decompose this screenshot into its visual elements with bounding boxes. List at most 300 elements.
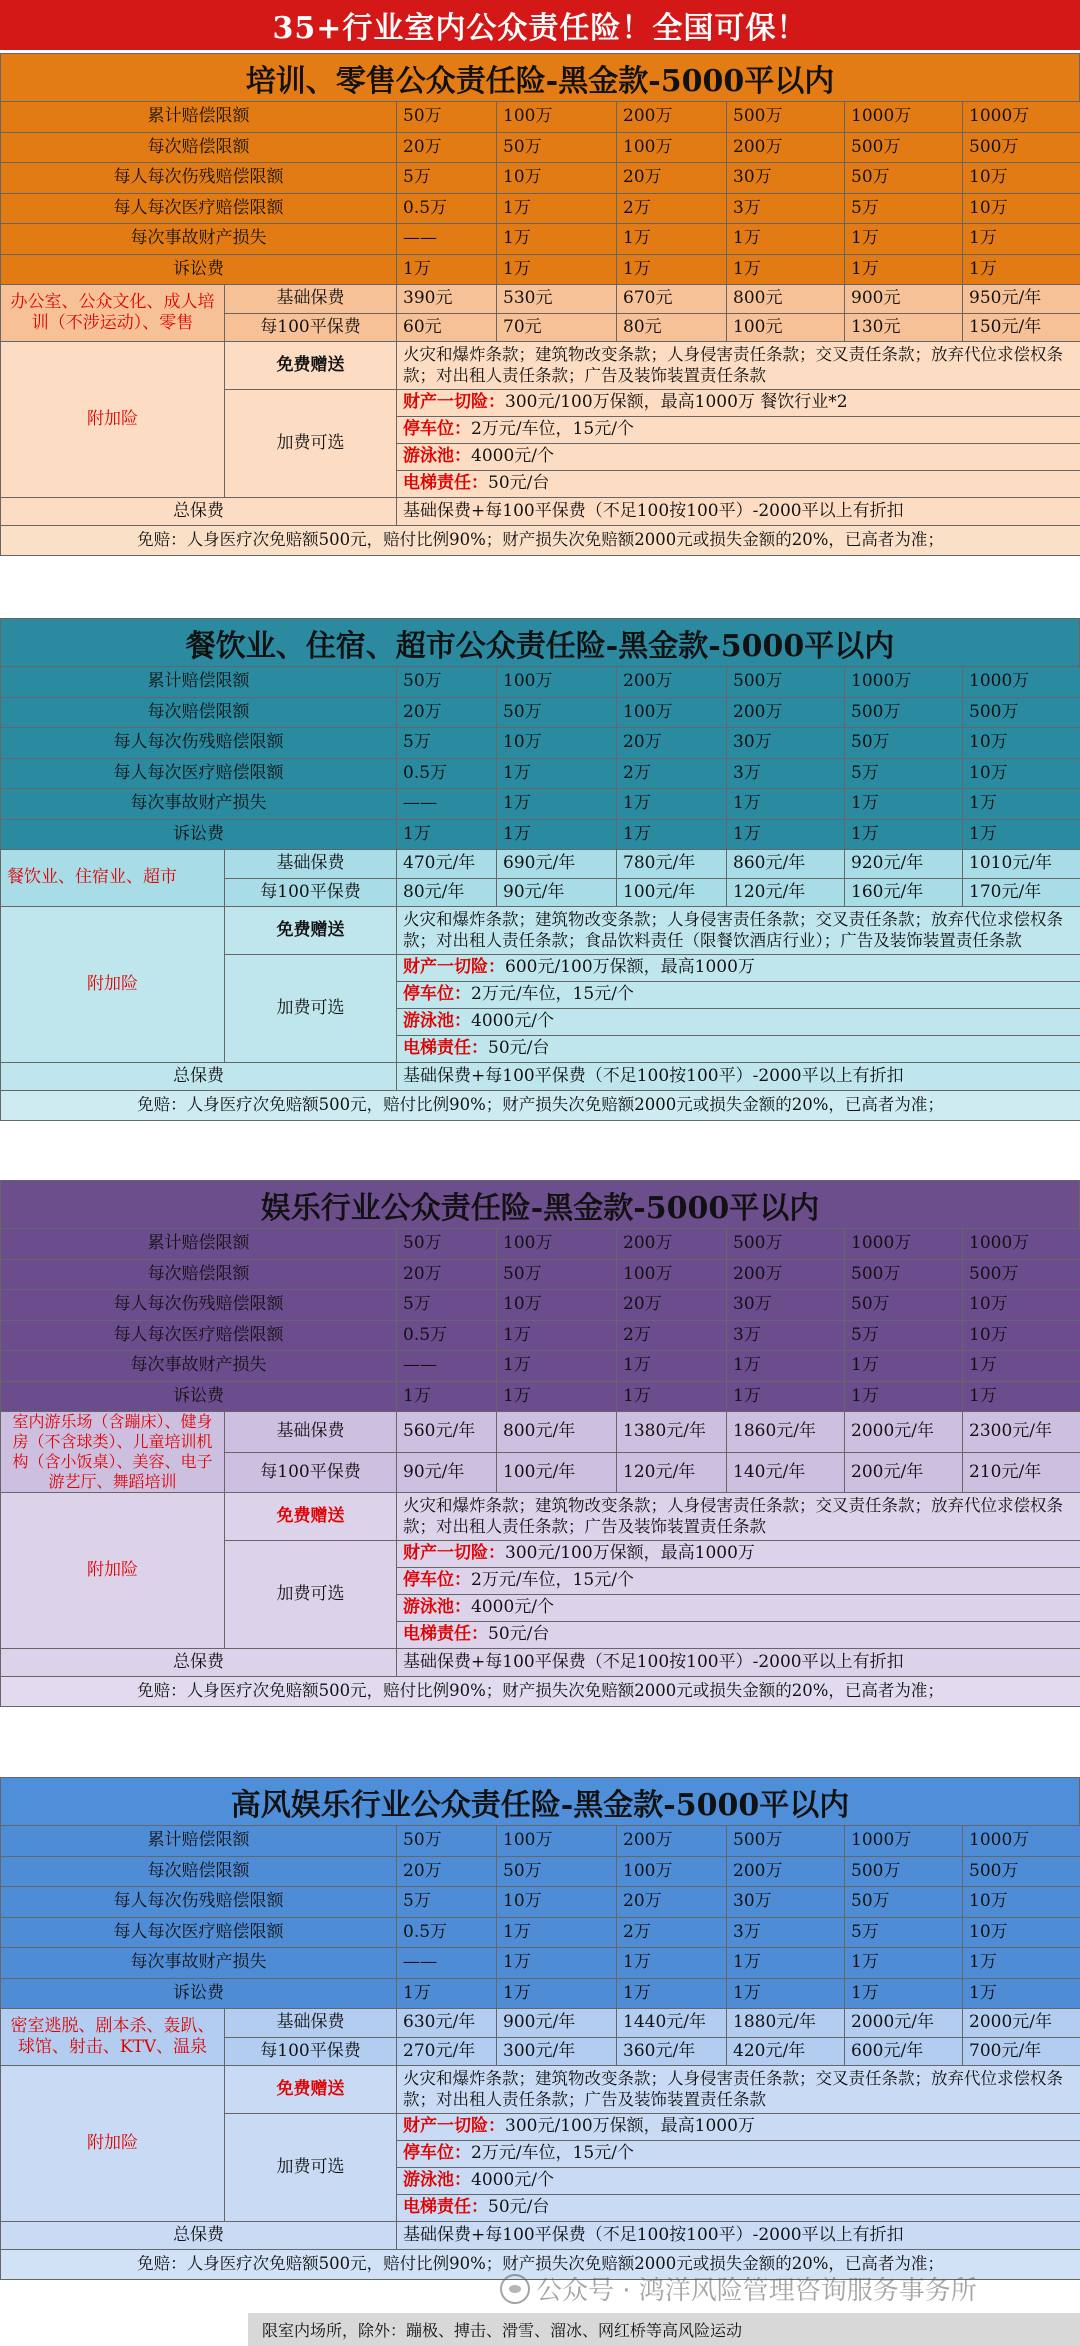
limit-value: 1万 bbox=[617, 254, 727, 285]
per100-premium-label: 每100平保费 bbox=[225, 878, 397, 907]
paid-item-name: 停车位： bbox=[403, 419, 472, 440]
limit-value: 5万 bbox=[845, 193, 963, 224]
base-premium-value: 560元/年 bbox=[397, 1412, 497, 1453]
addon-label: 附加险 bbox=[1, 1493, 225, 1649]
per100-premium-value: 160元/年 bbox=[845, 878, 963, 907]
deductible-note: 免赔：人身医疗次免赔额500元，赔付比例90%；财产损失次免赔额2000元或损失金额的20%，已高者为准； bbox=[1, 2250, 1080, 2280]
limit-value: 5万 bbox=[397, 728, 497, 759]
limit-label: 诉讼费 bbox=[1, 819, 397, 850]
limit-value: 100万 bbox=[497, 1826, 617, 1857]
limit-value: 1万 bbox=[963, 789, 1080, 820]
limit-value: 1000万 bbox=[963, 102, 1080, 133]
limit-label: 每人每次医疗赔偿限额 bbox=[1, 193, 397, 224]
per100-premium-value: 270元/年 bbox=[397, 2037, 497, 2066]
free-addon-row bbox=[1, 1493, 1080, 1541]
limit-label: 每次赔偿限额 bbox=[1, 697, 397, 728]
limit-label: 每次赔偿限额 bbox=[1, 132, 397, 163]
limit-value: 50万 bbox=[845, 1290, 963, 1321]
limit-value: 1万 bbox=[845, 1351, 963, 1382]
total-premium-text: 基础保费+每100平保费（不足100按100平）-2000平以上有折扣 bbox=[397, 1649, 1080, 1677]
limit-value: 200万 bbox=[617, 1229, 727, 1260]
limit-value: 20万 bbox=[617, 1887, 727, 1918]
limit-value: 2万 bbox=[617, 193, 727, 224]
limit-row bbox=[1, 1351, 1080, 1382]
limit-value: 1万 bbox=[497, 758, 617, 789]
base-premium-row bbox=[1, 2009, 1080, 2038]
limit-value: 200万 bbox=[727, 697, 845, 728]
limit-value: 1万 bbox=[497, 1978, 617, 2009]
limit-value: 0.5万 bbox=[397, 1917, 497, 1948]
limit-value: 1万 bbox=[727, 224, 845, 255]
paid-item-name: 财产一切险： bbox=[403, 1543, 506, 1564]
limit-value: 1万 bbox=[963, 819, 1080, 850]
limit-value: 20万 bbox=[397, 1856, 497, 1887]
base-premium-value: 2000元/年 bbox=[845, 2009, 963, 2038]
paid-item-name: 游泳池： bbox=[403, 446, 472, 467]
industry-scope: 密室逃脱、剧本杀、轰趴、球馆、射击、KTV、温泉 bbox=[1, 2009, 225, 2066]
paid-item-name: 游泳池： bbox=[403, 2170, 472, 2191]
paid-item-text: 2万元/车位，15元/个 bbox=[471, 419, 634, 440]
bottom-note: 限室内场所，除外：蹦极、搏击、滑雪、溜冰、网红桥等高风险运动 bbox=[248, 2313, 1080, 2346]
limit-value: 1万 bbox=[727, 1948, 845, 1979]
paid-addon-item bbox=[397, 1595, 1080, 1622]
limit-value: 1万 bbox=[617, 224, 727, 255]
limit-value: 500万 bbox=[845, 1856, 963, 1887]
per100-premium-value: 170元/年 bbox=[963, 878, 1080, 907]
limit-label: 每次事故财产损失 bbox=[1, 789, 397, 820]
watermark-text: 公众号 · 鸿洋风险管理咨询服务事务所 bbox=[536, 2276, 977, 2306]
limit-value: —— bbox=[397, 224, 497, 255]
free-addon-row bbox=[1, 907, 1080, 955]
limit-value: 1万 bbox=[845, 1381, 963, 1412]
limit-value: 1万 bbox=[397, 819, 497, 850]
base-premium-label: 基础保费 bbox=[225, 1412, 397, 1453]
limit-value: 2万 bbox=[617, 758, 727, 789]
free-addon-row bbox=[1, 342, 1080, 390]
limit-value: 500万 bbox=[963, 697, 1080, 728]
limit-value: 500万 bbox=[727, 1229, 845, 1260]
limit-label: 每人每次伤残赔偿限额 bbox=[1, 163, 397, 194]
premium-table bbox=[0, 1228, 1080, 1707]
limit-row bbox=[1, 758, 1080, 789]
limit-label: 每次事故财产损失 bbox=[1, 1948, 397, 1979]
limit-value: 1万 bbox=[963, 224, 1080, 255]
base-premium-value: 1440元/年 bbox=[617, 2009, 727, 2038]
limit-value: 50万 bbox=[397, 1826, 497, 1857]
base-premium-value: 2300元/年 bbox=[963, 1412, 1080, 1453]
limit-value: 200万 bbox=[727, 1856, 845, 1887]
limit-value: 1000万 bbox=[963, 1229, 1080, 1260]
paid-item-name: 财产一切险： bbox=[403, 957, 506, 978]
limit-value: 1万 bbox=[963, 1948, 1080, 1979]
limit-value: 3万 bbox=[727, 1320, 845, 1351]
limit-value: 50万 bbox=[397, 102, 497, 133]
limit-value: 1万 bbox=[497, 1351, 617, 1382]
industry-scope: 室内游乐场（含蹦床）、健身房（不含球类）、儿童培训机构（含小饭桌）、美容、电子游艺厅、舞蹈培训 bbox=[1, 1412, 225, 1493]
free-addon-text: 火灾和爆炸条款；建筑物改变条款；人身侵害责任条款；交叉责任条款；放弃代位求偿权条款；对出租人责任条款；广告及装饰装置责任条款 bbox=[397, 2066, 1080, 2114]
limit-label: 诉讼费 bbox=[1, 254, 397, 285]
limit-value: 1000万 bbox=[845, 1826, 963, 1857]
base-premium-value: 470元/年 bbox=[397, 850, 497, 879]
limit-value: 50万 bbox=[497, 1259, 617, 1290]
base-premium-value: 1010元/年 bbox=[963, 850, 1080, 879]
total-premium-text: 基础保费+每100平保费（不足100按100平）-2000平以上有折扣 bbox=[397, 2222, 1080, 2250]
limit-value: 1万 bbox=[497, 1917, 617, 1948]
free-addon-label: 免费赠送 bbox=[225, 907, 397, 955]
limit-label: 诉讼费 bbox=[1, 1381, 397, 1412]
free-addon-label: 免费赠送 bbox=[225, 1493, 397, 1541]
limit-row bbox=[1, 1320, 1080, 1351]
limit-value: 1000万 bbox=[963, 667, 1080, 698]
limit-value: 50万 bbox=[845, 728, 963, 759]
limit-value: 500万 bbox=[845, 132, 963, 163]
paid-item-name: 电梯责任： bbox=[403, 1038, 489, 1059]
limit-value: 1万 bbox=[497, 1381, 617, 1412]
paid-item-text: 4000元/个 bbox=[471, 2170, 555, 2191]
paid-item-text: 50元/台 bbox=[488, 1624, 550, 1645]
limit-value: 200万 bbox=[617, 102, 727, 133]
limit-value: 500万 bbox=[727, 102, 845, 133]
base-premium-value: 920元/年 bbox=[845, 850, 963, 879]
deductible-row bbox=[1, 1091, 1080, 1121]
per100-premium-value: 200元/年 bbox=[845, 1452, 963, 1493]
paid-item-text: 4000元/个 bbox=[471, 1011, 555, 1032]
limit-value: 1000万 bbox=[845, 667, 963, 698]
deductible-note: 免赔：人身医疗次免赔额500元，赔付比例90%；财产损失次免赔额2000元或损失金额的20%，已高者为准； bbox=[1, 1677, 1080, 1707]
limit-value: 50万 bbox=[397, 1229, 497, 1260]
limit-label: 累计赔偿限额 bbox=[1, 1826, 397, 1857]
per100-premium-value: 300元/年 bbox=[497, 2037, 617, 2066]
paid-addon-item bbox=[397, 390, 1080, 417]
limit-label: 每人每次医疗赔偿限额 bbox=[1, 758, 397, 789]
premium-table bbox=[0, 101, 1080, 556]
base-premium-row bbox=[1, 850, 1080, 879]
limit-value: 10万 bbox=[963, 728, 1080, 759]
limit-value: 50万 bbox=[497, 1856, 617, 1887]
limit-value: 5万 bbox=[845, 758, 963, 789]
free-addon-label: 免费赠送 bbox=[225, 2066, 397, 2114]
paid-addon-label: 加费可选 bbox=[225, 390, 397, 498]
limit-row bbox=[1, 1948, 1080, 1979]
per100-premium-value: 120元/年 bbox=[617, 1452, 727, 1493]
addon-label: 附加险 bbox=[1, 2066, 225, 2222]
limit-value: 5万 bbox=[845, 1917, 963, 1948]
premium-table bbox=[0, 1825, 1080, 2280]
per100-premium-value: 80元/年 bbox=[397, 878, 497, 907]
limit-row bbox=[1, 163, 1080, 194]
base-premium-label: 基础保费 bbox=[225, 2009, 397, 2038]
limit-value: 5万 bbox=[845, 1320, 963, 1351]
limit-value: 200万 bbox=[617, 1826, 727, 1857]
paid-item-name: 停车位： bbox=[403, 1570, 472, 1591]
limit-label: 累计赔偿限额 bbox=[1, 102, 397, 133]
limit-value: 0.5万 bbox=[397, 1320, 497, 1351]
limit-value: 1万 bbox=[727, 1978, 845, 2009]
per100-premium-value: 600元/年 bbox=[845, 2037, 963, 2066]
limit-value: 500万 bbox=[845, 1259, 963, 1290]
paid-addon-item bbox=[397, 1622, 1080, 1649]
limit-value: 0.5万 bbox=[397, 193, 497, 224]
limit-value: 1万 bbox=[963, 254, 1080, 285]
limit-value: 1万 bbox=[497, 819, 617, 850]
base-premium-value: 800元/年 bbox=[497, 1412, 617, 1453]
limit-value: 1万 bbox=[727, 254, 845, 285]
base-premium-label: 基础保费 bbox=[225, 850, 397, 879]
limit-value: 1万 bbox=[963, 1351, 1080, 1382]
paid-item-text: 4000元/个 bbox=[471, 1597, 555, 1618]
base-premium-row bbox=[1, 1412, 1080, 1453]
limit-value: 1万 bbox=[617, 819, 727, 850]
per100-premium-value: 420元/年 bbox=[727, 2037, 845, 2066]
limit-value: 1000万 bbox=[845, 102, 963, 133]
limit-value: 200万 bbox=[727, 132, 845, 163]
limit-value: 1万 bbox=[497, 789, 617, 820]
free-addon-row bbox=[1, 2066, 1080, 2114]
limit-row bbox=[1, 1917, 1080, 1948]
limit-value: 1万 bbox=[845, 1978, 963, 2009]
paid-item-name: 电梯责任： bbox=[403, 473, 489, 494]
paid-addon-item bbox=[397, 1036, 1080, 1063]
base-premium-value: 800元 bbox=[727, 285, 845, 314]
per100-premium-value: 100元/年 bbox=[617, 878, 727, 907]
per100-premium-value: 80元 bbox=[617, 313, 727, 342]
paid-item-name: 财产一切险： bbox=[403, 2116, 506, 2137]
limit-value: 500万 bbox=[727, 667, 845, 698]
limit-value: 200万 bbox=[617, 667, 727, 698]
limit-value: 1万 bbox=[845, 789, 963, 820]
limit-value: 100万 bbox=[617, 132, 727, 163]
limit-label: 每次事故财产损失 bbox=[1, 224, 397, 255]
paid-item-name: 电梯责任： bbox=[403, 2197, 489, 2218]
per100-premium-value: 140元/年 bbox=[727, 1452, 845, 1493]
section-2 bbox=[0, 618, 1080, 1121]
limit-value: 3万 bbox=[727, 758, 845, 789]
per100-premium-value: 100元 bbox=[727, 313, 845, 342]
limit-label: 每人每次伤残赔偿限额 bbox=[1, 1290, 397, 1321]
base-premium-value: 530元 bbox=[497, 285, 617, 314]
limit-value: 500万 bbox=[963, 1259, 1080, 1290]
limit-value: 10万 bbox=[963, 1917, 1080, 1948]
limit-value: 10万 bbox=[963, 163, 1080, 194]
paid-addon-item bbox=[397, 471, 1080, 498]
limit-value: 5万 bbox=[397, 1290, 497, 1321]
limit-row bbox=[1, 193, 1080, 224]
paid-item-text: 4000元/个 bbox=[471, 446, 555, 467]
limit-value: 10万 bbox=[497, 1290, 617, 1321]
limit-value: 10万 bbox=[963, 1887, 1080, 1918]
limit-value: 1万 bbox=[397, 1381, 497, 1412]
per100-premium-label: 每100平保费 bbox=[225, 1452, 397, 1493]
total-premium-label: 总保费 bbox=[1, 1063, 397, 1091]
limit-value: 1万 bbox=[617, 1351, 727, 1382]
limit-value: 100万 bbox=[617, 1259, 727, 1290]
section-title: 高风娱乐行业公众责任险-黑金款-5000平以内 bbox=[0, 1777, 1080, 1825]
limit-value: 1万 bbox=[497, 193, 617, 224]
limit-value: —— bbox=[397, 789, 497, 820]
limit-value: 0.5万 bbox=[397, 758, 497, 789]
paid-addon-item bbox=[397, 417, 1080, 444]
paid-addon-item bbox=[397, 982, 1080, 1009]
deductible-note: 免赔：人身医疗次免赔额500元，赔付比例90%；财产损失次免赔额2000元或损失金额的20%，已高者为准； bbox=[1, 1091, 1080, 1121]
limit-row bbox=[1, 1381, 1080, 1412]
limit-value: 1万 bbox=[497, 1948, 617, 1979]
limit-value: 1000万 bbox=[845, 1229, 963, 1260]
limit-value: 10万 bbox=[963, 758, 1080, 789]
total-premium-text: 基础保费+每100平保费（不足100按100平）-2000平以上有折扣 bbox=[397, 498, 1080, 526]
per100-premium-value: 70元 bbox=[497, 313, 617, 342]
limit-value: 1万 bbox=[963, 1381, 1080, 1412]
per100-premium-value: 130元 bbox=[845, 313, 963, 342]
free-addon-text: 火灾和爆炸条款；建筑物改变条款；人身侵害责任条款；交叉责任条款；放弃代位求偿权条款；对出租人责任条款；广告及装饰装置责任条款 bbox=[397, 1493, 1080, 1541]
base-premium-value: 1380元/年 bbox=[617, 1412, 727, 1453]
base-premium-value: 950元/年 bbox=[963, 285, 1080, 314]
paid-item-text: 2万元/车位，15元/个 bbox=[471, 2143, 634, 2164]
limit-value: 50万 bbox=[497, 132, 617, 163]
limit-value: 1万 bbox=[727, 789, 845, 820]
per100-premium-value: 90元/年 bbox=[497, 878, 617, 907]
total-premium-row bbox=[1, 1063, 1080, 1091]
per100-premium-value: 60元 bbox=[397, 313, 497, 342]
limit-row bbox=[1, 819, 1080, 850]
limit-value: 30万 bbox=[727, 163, 845, 194]
limit-value: 100万 bbox=[497, 102, 617, 133]
limit-label: 每人每次伤残赔偿限额 bbox=[1, 728, 397, 759]
limit-value: 30万 bbox=[727, 728, 845, 759]
section-title: 培训、零售公众责任险-黑金款-5000平以内 bbox=[0, 53, 1080, 101]
total-premium-label: 总保费 bbox=[1, 1649, 397, 1677]
limit-value: 1000万 bbox=[963, 1826, 1080, 1857]
paid-addon-item bbox=[397, 444, 1080, 471]
limit-row bbox=[1, 102, 1080, 133]
addon-label: 附加险 bbox=[1, 342, 225, 498]
limit-label: 每次赔偿限额 bbox=[1, 1259, 397, 1290]
per100-premium-value: 100元/年 bbox=[497, 1452, 617, 1493]
limit-value: 10万 bbox=[497, 1887, 617, 1918]
paid-addon-label: 加费可选 bbox=[225, 1541, 397, 1649]
limit-value: 50万 bbox=[845, 163, 963, 194]
limit-value: 3万 bbox=[727, 1917, 845, 1948]
industry-scope: 办公室、公众文化、成人培训（不涉运动）、零售 bbox=[1, 285, 225, 342]
paid-item-name: 电梯责任： bbox=[403, 1624, 489, 1645]
total-premium-label: 总保费 bbox=[1, 498, 397, 526]
limit-row bbox=[1, 1229, 1080, 1260]
limit-value: —— bbox=[397, 1351, 497, 1382]
paid-addon-item bbox=[397, 1568, 1080, 1595]
limit-row bbox=[1, 1290, 1080, 1321]
limit-value: 2万 bbox=[617, 1320, 727, 1351]
section-title: 娱乐行业公众责任险-黑金款-5000平以内 bbox=[0, 1180, 1080, 1228]
limit-label: 每人每次医疗赔偿限额 bbox=[1, 1320, 397, 1351]
paid-item-text: 300元/100万保额，最高1000万 餐饮行业*2 bbox=[505, 392, 848, 413]
paid-item-name: 财产一切险： bbox=[403, 392, 506, 413]
paid-item-text: 50元/台 bbox=[488, 1038, 550, 1059]
deductible-note: 免赔：人身医疗次免赔额500元，赔付比例90%；财产损失次免赔额2000元或损失金额的20%，已高者为准； bbox=[1, 526, 1080, 556]
limit-row bbox=[1, 1259, 1080, 1290]
per100-premium-value: 210元/年 bbox=[963, 1452, 1080, 1493]
limit-value: 3万 bbox=[727, 193, 845, 224]
limit-value: 20万 bbox=[617, 728, 727, 759]
limit-value: 20万 bbox=[397, 1259, 497, 1290]
paid-item-text: 300元/100万保额，最高1000万 bbox=[505, 2116, 755, 2137]
limit-row bbox=[1, 667, 1080, 698]
limit-value: 1万 bbox=[963, 1978, 1080, 2009]
limit-label: 累计赔偿限额 bbox=[1, 1229, 397, 1260]
paid-item-text: 300元/100万保额，最高1000万 bbox=[505, 1543, 755, 1564]
limit-value: 1万 bbox=[727, 1351, 845, 1382]
paid-item-name: 游泳池： bbox=[403, 1597, 472, 1618]
section-4 bbox=[0, 1777, 1080, 2280]
deductible-row bbox=[1, 526, 1080, 556]
total-premium-row bbox=[1, 2222, 1080, 2250]
limit-value: 1万 bbox=[845, 819, 963, 850]
paid-addon-label: 加费可选 bbox=[225, 2114, 397, 2222]
per100-premium-label: 每100平保费 bbox=[225, 313, 397, 342]
free-addon-label: 免费赠送 bbox=[225, 342, 397, 390]
limit-value: 10万 bbox=[963, 1320, 1080, 1351]
limit-value: 2万 bbox=[617, 1917, 727, 1948]
limit-label: 每次事故财产损失 bbox=[1, 1351, 397, 1382]
total-premium-label: 总保费 bbox=[1, 2222, 397, 2250]
limit-value: 1万 bbox=[845, 254, 963, 285]
limit-value: 1万 bbox=[727, 819, 845, 850]
paid-addon-item bbox=[397, 2141, 1080, 2168]
limit-value: 500万 bbox=[963, 1856, 1080, 1887]
paid-addon-item bbox=[397, 2168, 1080, 2195]
limit-row bbox=[1, 1887, 1080, 1918]
section-3 bbox=[0, 1180, 1080, 1707]
limit-row bbox=[1, 132, 1080, 163]
paid-item-name: 游泳池： bbox=[403, 1011, 472, 1032]
limit-label: 累计赔偿限额 bbox=[1, 667, 397, 698]
paid-item-text: 50元/台 bbox=[488, 473, 550, 494]
base-premium-value: 780元/年 bbox=[617, 850, 727, 879]
limit-label: 诉讼费 bbox=[1, 1978, 397, 2009]
limit-value: 1万 bbox=[845, 224, 963, 255]
limit-value: 30万 bbox=[727, 1887, 845, 1918]
limit-value: 50万 bbox=[845, 1887, 963, 1918]
limit-value: —— bbox=[397, 1948, 497, 1979]
addon-label: 附加险 bbox=[1, 907, 225, 1063]
base-premium-value: 860元/年 bbox=[727, 850, 845, 879]
limit-value: 1万 bbox=[497, 254, 617, 285]
base-premium-value: 1860元/年 bbox=[727, 1412, 845, 1453]
paid-item-text: 50元/台 bbox=[488, 2197, 550, 2218]
per100-premium-label: 每100平保费 bbox=[225, 2037, 397, 2066]
limit-value: 1万 bbox=[617, 789, 727, 820]
base-premium-value: 2000元/年 bbox=[963, 2009, 1080, 2038]
per100-premium-value: 120元/年 bbox=[727, 878, 845, 907]
limit-label: 每次赔偿限额 bbox=[1, 1856, 397, 1887]
paid-addon-item bbox=[397, 2195, 1080, 2222]
limit-value: 100万 bbox=[617, 697, 727, 728]
base-premium-value: 690元/年 bbox=[497, 850, 617, 879]
paid-item-text: 600元/100万保额，最高1000万 bbox=[505, 957, 755, 978]
limit-value: 100万 bbox=[497, 1229, 617, 1260]
watermark bbox=[500, 2270, 977, 2307]
base-premium-label: 基础保费 bbox=[225, 285, 397, 314]
limit-row bbox=[1, 1826, 1080, 1857]
limit-row bbox=[1, 224, 1080, 255]
base-premium-row bbox=[1, 285, 1080, 314]
per100-premium-value: 700元/年 bbox=[963, 2037, 1080, 2066]
free-addon-text: 火灾和爆炸条款；建筑物改变条款；人身侵害责任条款；交叉责任条款；放弃代位求偿权条款；对出租人责任条款；广告及装饰装置责任条款 bbox=[397, 342, 1080, 390]
limit-value: 50万 bbox=[397, 667, 497, 698]
paid-addon-item bbox=[397, 955, 1080, 982]
limit-value: 10万 bbox=[497, 163, 617, 194]
section-1 bbox=[0, 53, 1080, 556]
paid-addon-item bbox=[397, 1009, 1080, 1036]
base-premium-value: 630元/年 bbox=[397, 2009, 497, 2038]
